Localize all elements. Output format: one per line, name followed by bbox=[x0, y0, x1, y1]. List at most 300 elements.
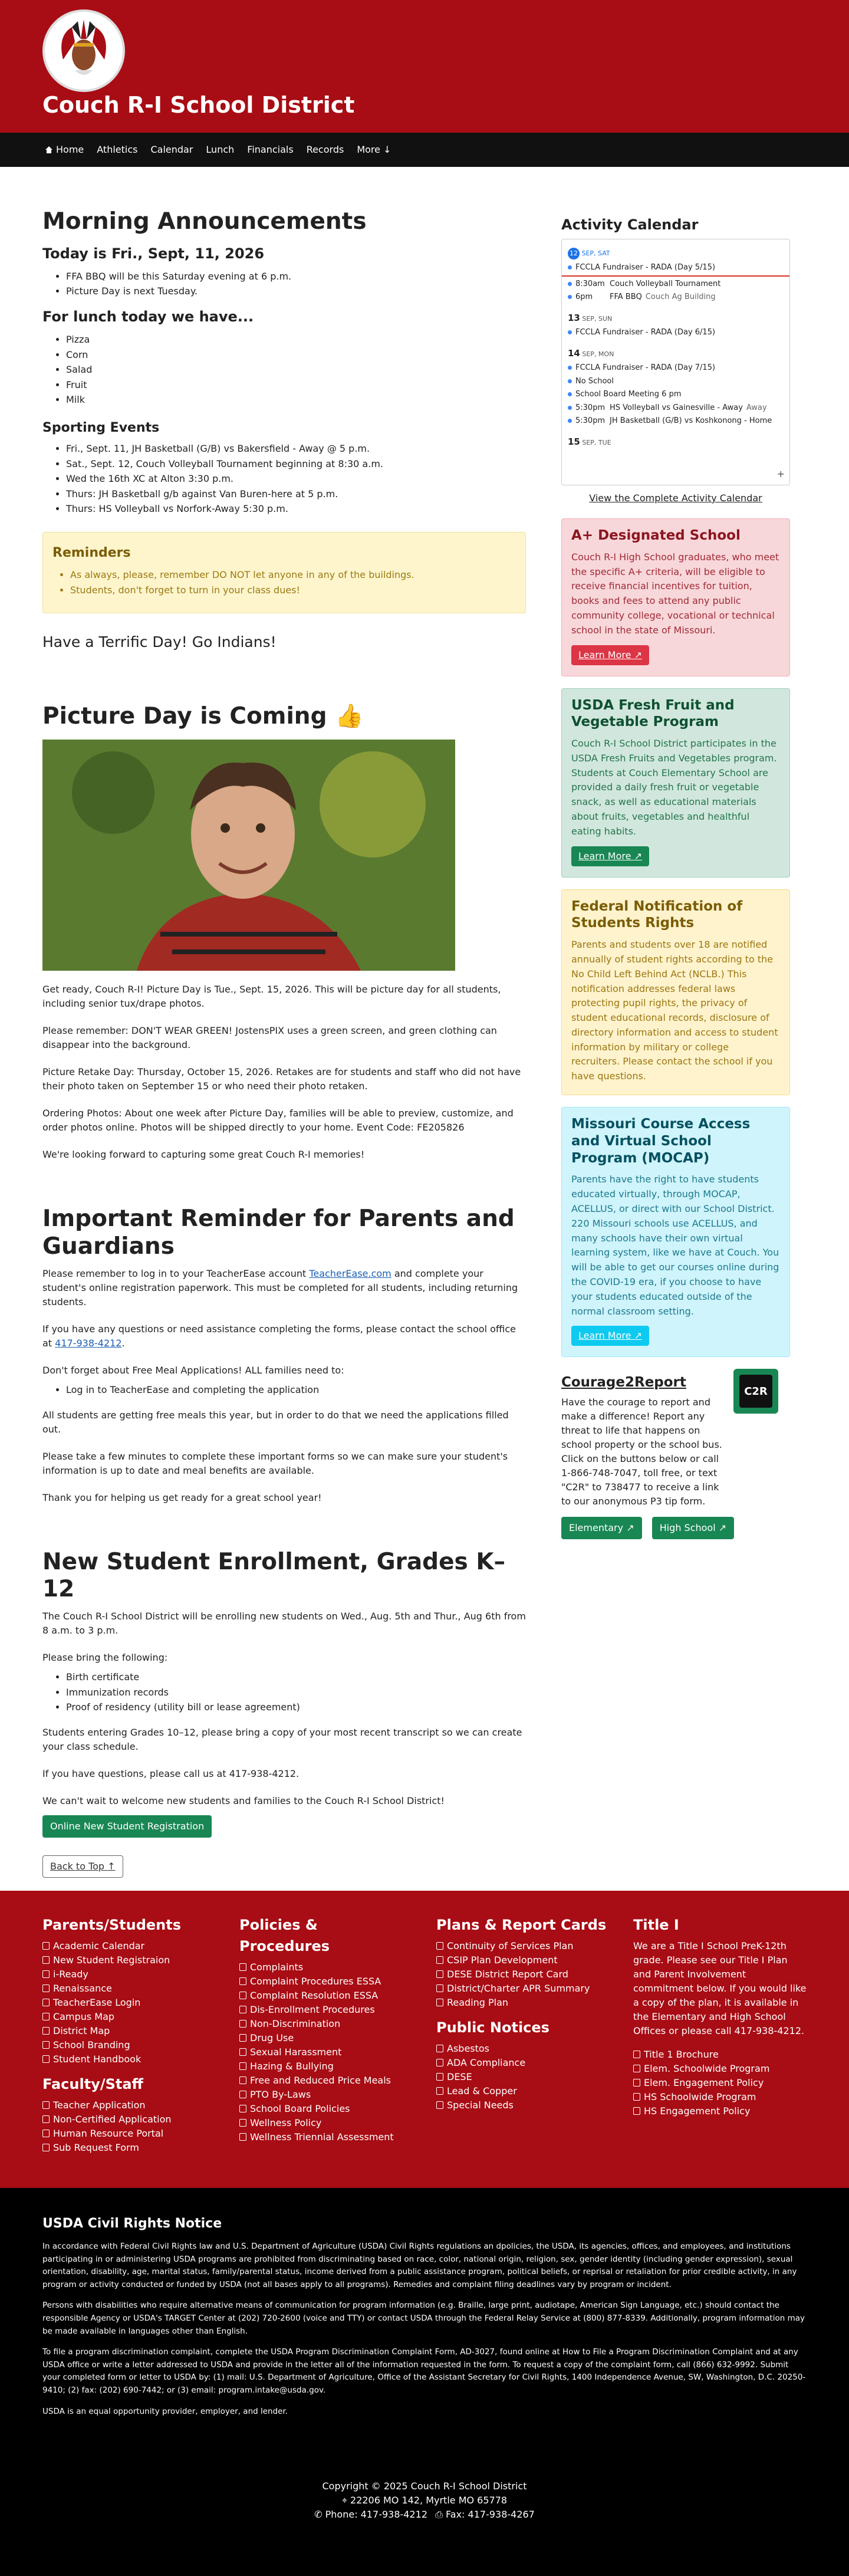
reminders-box bbox=[42, 532, 526, 613]
event-location: Couch Ag Building bbox=[645, 293, 716, 301]
link-label: Free and Reduced Price Meals bbox=[250, 2074, 391, 2086]
footer-link[interactable] bbox=[239, 2088, 413, 2102]
calendar-day bbox=[568, 435, 784, 449]
footer-link[interactable] bbox=[436, 1982, 610, 1996]
phone-link[interactable]: 417-938-4212 bbox=[55, 1338, 122, 1349]
footer-link[interactable] bbox=[436, 2056, 610, 2070]
aplus-card bbox=[561, 518, 790, 676]
link-label: Human Resource Portal bbox=[53, 2127, 164, 2139]
link-label: Elem. Schoolwide Program bbox=[644, 2062, 770, 2074]
footer-col-parents bbox=[42, 1914, 216, 2162]
c2r-elementary-button[interactable] bbox=[561, 1517, 642, 1539]
event-dot-icon bbox=[568, 295, 572, 299]
footer-link[interactable] bbox=[239, 2045, 413, 2059]
rights-title: Federal Notification of Students Rights bbox=[571, 898, 743, 931]
footer-link[interactable] bbox=[239, 2074, 413, 2088]
footer-heading: Parents/Students bbox=[42, 1916, 182, 1933]
event-text: FFA BBQ bbox=[610, 293, 642, 301]
file-icon bbox=[436, 2101, 443, 2109]
lunch-list bbox=[66, 332, 526, 408]
event-location: Away bbox=[746, 403, 767, 412]
bring-list bbox=[66, 1670, 526, 1715]
external-link-icon: ↗ bbox=[626, 1522, 634, 1533]
rights-card bbox=[561, 889, 790, 1095]
footer-col-policies bbox=[239, 1914, 413, 2162]
phone-text[interactable]: Phone: 417-938-4212 bbox=[325, 2509, 428, 2521]
link-label: District/Charter APR Summary bbox=[447, 1982, 590, 1994]
footer-heading: Plans & Report Cards bbox=[436, 1916, 607, 1933]
day-number: 12 bbox=[568, 248, 580, 259]
usda-p4: USDA is an equal opportunity provider, employer, and lender. bbox=[42, 2406, 288, 2416]
file-icon bbox=[436, 1984, 443, 1992]
list-item: • Pizza bbox=[66, 332, 526, 347]
file-icon bbox=[239, 2119, 246, 2127]
event-dot-icon bbox=[568, 366, 572, 370]
footer-link[interactable] bbox=[42, 1967, 216, 1982]
enrollment-p2: Please bring the following: bbox=[42, 1652, 168, 1664]
current-time-line bbox=[562, 275, 789, 277]
link-label: CSIP Plan Development bbox=[447, 1954, 558, 1966]
picture-day-p2: Please remember: DON'T WEAR GREEN! JostensPIX uses a green screen, and green clothing can disappear into the background. bbox=[42, 1025, 497, 1051]
footer-link[interactable] bbox=[42, 2010, 216, 2024]
picture-day-p5: We're looking forward to capturing some great Couch R-I memories! bbox=[42, 1149, 365, 1161]
title1-links bbox=[633, 2048, 807, 2118]
calendar-event[interactable] bbox=[568, 291, 784, 303]
link-label: Dis-Enrollment Procedures bbox=[250, 2003, 375, 2015]
map-pin-icon: ⌖ bbox=[341, 2495, 347, 2506]
site-footer bbox=[0, 1891, 849, 2188]
file-icon bbox=[42, 2144, 50, 2151]
event-dot-icon bbox=[568, 330, 572, 334]
closing-line: Have a Terrific Day! Go Indians! bbox=[42, 633, 277, 651]
nav-financials[interactable]: Financials bbox=[247, 144, 294, 155]
event-dot-icon bbox=[568, 265, 572, 270]
file-icon bbox=[239, 1963, 246, 1971]
file-icon bbox=[42, 2115, 50, 2123]
list-item: • Picture Day is next Tuesday. bbox=[66, 284, 526, 299]
button-label: Learn More bbox=[578, 850, 631, 862]
footer-heading: Title I bbox=[633, 1916, 679, 1933]
file-icon bbox=[42, 2027, 50, 2035]
button-label: High School bbox=[659, 1522, 716, 1533]
link-label: Student Handbook bbox=[53, 2053, 142, 2065]
footer-link[interactable] bbox=[436, 1967, 610, 1982]
event-dot-icon bbox=[568, 282, 572, 286]
event-time: 6pm bbox=[575, 293, 593, 301]
external-link-icon: ↗ bbox=[634, 850, 642, 862]
student-photo bbox=[42, 740, 455, 971]
file-icon bbox=[239, 1992, 246, 1999]
link-label: Hazing & Bullying bbox=[250, 2060, 334, 2072]
file-icon bbox=[42, 2101, 50, 2109]
footer-heading: Public Notices bbox=[436, 2019, 549, 2036]
morning-announcements bbox=[42, 208, 526, 653]
file-icon bbox=[42, 2130, 50, 2137]
add-calendar-icon[interactable]: + bbox=[776, 468, 785, 479]
aplus-learn-more-button[interactable] bbox=[571, 645, 649, 665]
calendar-event[interactable] bbox=[568, 327, 784, 339]
parents-reminder-title[interactable]: Important Reminder for Parents and Guardians bbox=[42, 1205, 515, 1260]
link-label: New Student Registraion bbox=[53, 1954, 170, 1966]
parents-reminder-p4: All students are getting free meals this year, but in order to do that we need the applications filled out. bbox=[42, 1409, 509, 1435]
button-label: Back to Top bbox=[50, 1860, 105, 1872]
list-item: • Immunization records bbox=[66, 1685, 526, 1700]
button-label: Learn More bbox=[578, 649, 631, 661]
enrollment-p1: The Couch R-I School District will be enrolling new students on Wed., Aug. 5th and Thur., Aug 6th from 8 a.m. to 3 p.m. bbox=[42, 1611, 526, 1637]
day-label: SEP, SUN bbox=[582, 314, 613, 323]
footer-link[interactable] bbox=[42, 2098, 216, 2112]
footer-link[interactable] bbox=[633, 2104, 807, 2118]
event-text: School Board Meeting 6 pm bbox=[575, 390, 682, 399]
file-icon bbox=[42, 2055, 50, 2063]
external-link-icon: ↗ bbox=[634, 1330, 642, 1342]
link-label: Sub Request Form bbox=[53, 2141, 139, 2153]
fax-text: Fax: 417-938-4267 bbox=[446, 2509, 535, 2521]
enrollment-p5: We can't wait to welcome new students and families to the Couch R-I School District! bbox=[42, 1795, 445, 1806]
footer-link[interactable] bbox=[239, 2102, 413, 2116]
footer-heading: Policies & Procedures bbox=[239, 1916, 330, 1954]
phone-icon: ✆ bbox=[314, 2509, 323, 2521]
mocap-title: Missouri Course Access and Virtual School Program (MOCAP) bbox=[571, 1116, 751, 1166]
sports-heading: Sporting Events bbox=[42, 420, 160, 435]
calendar-event[interactable] bbox=[568, 376, 784, 387]
link-label: District Map bbox=[53, 2025, 110, 2036]
link-label: Continuity of Services Plan bbox=[447, 1940, 574, 1951]
footer-link[interactable] bbox=[436, 1953, 610, 1967]
footer-link[interactable] bbox=[42, 1939, 216, 1953]
list-item: • As always, please, remember DO NOT let anyone in any of the buildings. bbox=[70, 567, 516, 583]
indian-head-logo-icon bbox=[51, 18, 116, 83]
aplus-title: A+ Designated School bbox=[571, 528, 741, 543]
usda-p3: To file a program discrimination complaint, complete the USDA Program Discrimination Complaint Form, AD-3027, found online at How to File a Program Discrimination Complaint and at any USDA office or write a letter addressed to USDA and provide in the letter all of the information requested in the form. To request a copy of the complaint form, call (866) 632-9992. Submit your completed form or letter to USDA by: (1) mail: U.S. Department of Agriculture, Office of the Assistant Secretary for Civil Rights, 1400 Independence Avenue, SW, Washington, D.C. 20250-9410; (2) fax: (202) 690-7442; or (3) email: program.intake@usda.gov. bbox=[42, 2347, 806, 2395]
file-icon bbox=[436, 1942, 443, 1950]
nav-records[interactable]: Records bbox=[306, 144, 344, 155]
file-icon bbox=[42, 1942, 50, 1950]
file-icon bbox=[42, 1970, 50, 1978]
footer-link[interactable] bbox=[42, 2141, 216, 2155]
link-label: Wellness Triennial Assessment bbox=[250, 2131, 394, 2143]
link-label: Reading Plan bbox=[447, 1996, 509, 2008]
nav-athletics[interactable]: Athletics bbox=[97, 144, 138, 155]
nav-calendar[interactable]: Calendar bbox=[150, 144, 193, 155]
external-link-icon: ↗ bbox=[634, 649, 642, 661]
file-icon bbox=[239, 2076, 246, 2084]
meal-steps-list bbox=[66, 1382, 526, 1398]
footer-link[interactable] bbox=[239, 1960, 413, 1974]
list-item: • Birth certificate bbox=[66, 1670, 526, 1685]
footer-link[interactable] bbox=[436, 2098, 610, 2112]
event-text: FCCLA Fundraiser - RADA (Day 7/15) bbox=[575, 363, 716, 372]
calendar-widget[interactable] bbox=[561, 239, 790, 485]
parents-reminder-p6: Thank you for helping us get ready for a great school year! bbox=[42, 1491, 322, 1503]
link-label: TeacherEase Login bbox=[53, 1996, 141, 2008]
usda-p1: In accordance with Federal Civil Rights law and U.S. Department of Agriculture (USDA) Civil Rights regulations an dpolicies, the USDA, its agencies, offices, and employees, and institutions participating in or administering USDA programs are prohibited from discriminating based on race, color, national origin, religion, sex, gender identity (including gender expression), sexual orientation, disability, age, marital status, family/parental status, income derived from a public assistance program, political beliefs, or reprisal or retaliation for prior credible activity, in any program or activity conducted or funded by USDA (not all bases apply to all programs). Remedies and complaint filing deadlines vary by program or incident. bbox=[42, 2241, 797, 2289]
calendar-event[interactable] bbox=[568, 362, 784, 374]
file-icon bbox=[239, 2062, 246, 2070]
footer-link[interactable] bbox=[633, 2048, 807, 2062]
file-icon bbox=[239, 2034, 246, 2042]
link-label: Wellness Policy bbox=[250, 2117, 322, 2128]
enrollment-post bbox=[42, 1549, 526, 1838]
online-registration-button[interactable]: Online New Student Registration bbox=[42, 1815, 212, 1838]
link-label: Academic Calendar bbox=[53, 1940, 145, 1951]
file-icon bbox=[633, 2093, 640, 2101]
footer-link[interactable] bbox=[42, 1982, 216, 1996]
arrow-down-icon: ↓ bbox=[383, 144, 391, 155]
policies-links bbox=[239, 1960, 413, 2144]
contact-line bbox=[0, 2508, 849, 2522]
link-label: Title 1 Brochure bbox=[644, 2048, 719, 2060]
calendar-event[interactable] bbox=[568, 415, 784, 427]
usda-p2: Persons with disabilities who require alternative means of communication for program information (e.g. Braille, large print, audiotape, American Sign Language, etc.) should contact the responsible Agency or USDA's TARGET Center at (202) 720-2600 (voice and TTY) or contact USDA through the Federal Relay Service at (800) 877-8339. Additionally, program information may be made available in languages other than English. bbox=[42, 2301, 805, 2336]
c2r-logo[interactable] bbox=[733, 1369, 778, 1414]
list-item: • Log in to TeacherEase and completing the application bbox=[66, 1382, 526, 1398]
main-content bbox=[42, 167, 526, 1838]
rights-text: Parents and students over 18 are notified annually of student rights according to the No Child Left Behind Act (NCLB.) This notification addresses federal laws protecting pupil rights, the privacy of student educational records, disclosure of directory information and access to student information by military or college recruiters. Please contact the school if you have questions. bbox=[571, 939, 778, 1082]
footer-link[interactable] bbox=[239, 2003, 413, 2017]
event-dot-icon bbox=[568, 419, 572, 423]
file-icon bbox=[436, 1970, 443, 1978]
calendar-event[interactable] bbox=[568, 402, 784, 414]
picture-day-p1: Get ready, Couch R-I! Picture Day is Tue., Sept. 15, 2026. This will be picture day for all students, including senior tux/drape photos. bbox=[42, 984, 501, 1010]
event-text: HS Volleyball vs Gainesville - Away bbox=[610, 403, 743, 412]
footer-link[interactable] bbox=[436, 2070, 610, 2084]
footer-link[interactable] bbox=[239, 2059, 413, 2074]
fruit-title: USDA Fresh Fruit and Vegetable Program bbox=[571, 697, 735, 730]
link-label: Complaint Procedures ESSA bbox=[250, 1975, 381, 1987]
footer-link[interactable] bbox=[633, 2076, 807, 2090]
nav-home[interactable] bbox=[45, 143, 84, 157]
parents-reminder-p2 bbox=[42, 1322, 526, 1351]
parents-reminder-post bbox=[42, 1205, 526, 1504]
text: Please remember to log in to your TeacherEase account bbox=[42, 1268, 310, 1279]
footer-link[interactable] bbox=[239, 2116, 413, 2130]
file-icon bbox=[436, 2087, 443, 2095]
link-label: School Board Policies bbox=[250, 2102, 350, 2114]
footer-link[interactable] bbox=[436, 1996, 610, 2010]
file-icon bbox=[239, 2006, 246, 2013]
file-icon bbox=[239, 2133, 246, 2141]
fax-icon: ⎙ bbox=[435, 2509, 443, 2521]
footer-link[interactable] bbox=[239, 1989, 413, 2003]
link-label: Complaint Resolution ESSA bbox=[250, 1989, 379, 2001]
reminders-list bbox=[70, 567, 516, 597]
link-label: Non-Certified Application bbox=[53, 2113, 172, 2125]
footer-link[interactable] bbox=[436, 2042, 610, 2056]
today-list bbox=[66, 269, 526, 299]
teacherease-link[interactable]: TeacherEase.com bbox=[309, 1268, 391, 1279]
list-item: • Students, don't forget to turn in your class dues! bbox=[70, 583, 516, 598]
list-item: • Corn bbox=[66, 347, 526, 363]
footer-link[interactable] bbox=[42, 2052, 216, 2066]
nav-lunch[interactable]: Lunch bbox=[206, 144, 235, 155]
address-text: 22206 MO 142, Myrtle MO 65778 bbox=[350, 2495, 508, 2506]
footer-link[interactable] bbox=[633, 2090, 807, 2104]
c2r-title[interactable]: Courage2Report bbox=[561, 1375, 686, 1391]
mocap-learn-more-button[interactable] bbox=[571, 1326, 649, 1346]
file-icon bbox=[436, 2059, 443, 2066]
aplus-text: Couch R-I High School graduates, who meet the specific A+ criteria, will be eligible to receive financial incentives for tuition, books and fees to attend any public community college, vocational or technical school in the state of Missouri. bbox=[571, 551, 779, 636]
footer-col-title1 bbox=[633, 1914, 807, 2162]
list-item: • Thurs: HS Volleyball vs Norfork-Away 5:30 p.m. bbox=[66, 501, 526, 517]
usda-notice bbox=[0, 2188, 849, 2450]
button-label: Elementary bbox=[569, 1522, 624, 1533]
announcements-title[interactable]: Morning Announcements bbox=[42, 208, 367, 235]
file-icon bbox=[633, 2051, 640, 2058]
day-number: 13 bbox=[568, 312, 580, 323]
file-icon bbox=[633, 2079, 640, 2087]
file-icon bbox=[42, 2041, 50, 2049]
calendar-event[interactable] bbox=[568, 278, 784, 290]
link-label: DESE bbox=[447, 2071, 472, 2082]
footer-link[interactable] bbox=[239, 2130, 413, 2144]
calendar-day bbox=[568, 248, 784, 259]
day-number: 15 bbox=[568, 436, 580, 447]
link-label: Special Needs bbox=[447, 2099, 514, 2111]
title1-text: We are a Title I School PreK-12th grade. Please see our Title I Plan and Parent Involvement commitment below. If you would like a copy of the plan, it is available in the Elementary and High School Offices or please call 417-938-4212. bbox=[633, 1940, 807, 2036]
notices-links bbox=[436, 2042, 610, 2112]
link-label: PTO By-Laws bbox=[250, 2088, 311, 2100]
file-icon bbox=[42, 1956, 50, 1964]
link-label: Asbestos bbox=[447, 2042, 490, 2054]
boy-portrait-image bbox=[42, 740, 455, 971]
footer-link[interactable] bbox=[436, 2084, 610, 2098]
file-icon bbox=[436, 1999, 443, 2006]
link-label: Sexual Harassment bbox=[250, 2046, 342, 2058]
file-icon bbox=[239, 1977, 246, 1985]
text: and complete your student's online registration paperwork. This must be completed for all students, including returning students. bbox=[42, 1268, 518, 1307]
picture-day-title[interactable]: Picture Day is Coming 👍 bbox=[42, 702, 364, 730]
usda-title: USDA Civil Rights Notice bbox=[42, 2216, 222, 2231]
address-line bbox=[0, 2493, 849, 2508]
link-label: Teacher Application bbox=[53, 2099, 146, 2111]
list-item: • Sat., Sept. 12, Couch Volleyball Tournament beginning at 8:30 a.m. bbox=[66, 456, 526, 472]
footer-link[interactable] bbox=[239, 2017, 413, 2031]
list-item: • FFA BBQ will be this Saturday evening at 6 p.m. bbox=[66, 269, 526, 284]
button-label: Learn More bbox=[578, 1330, 631, 1342]
list-item: • Milk bbox=[66, 392, 526, 408]
nav-home-label: Home bbox=[56, 144, 84, 155]
c2r-highschool-button[interactable] bbox=[652, 1517, 734, 1539]
event-dot-icon bbox=[568, 392, 572, 396]
calendar-day bbox=[568, 311, 784, 325]
footer-link[interactable] bbox=[42, 2127, 216, 2141]
link-label: Elem. Engagement Policy bbox=[644, 2076, 764, 2088]
sidebar bbox=[561, 167, 790, 1838]
event-text: FCCLA Fundraiser - RADA (Day 5/15) bbox=[575, 263, 716, 272]
list-item: • Salad bbox=[66, 362, 526, 377]
footer-link[interactable] bbox=[633, 2062, 807, 2076]
link-label: Campus Map bbox=[53, 2010, 115, 2022]
link-label: Drug Use bbox=[250, 2032, 294, 2043]
enrollment-p4: If you have questions, please call us at 417-938-4212. bbox=[42, 1767, 300, 1779]
link-label: ADA Compliance bbox=[447, 2056, 526, 2068]
mocap-text: Parents have the right to have students educated virtually, through MOCAP, ACELLUS, or direct with our School District. 220 Missouri schools use ACELLUS, and many schools have their own virtual learning system, like we have at Couch. You will be able to get our courses online during the COVID-19 era, if you choose to have your students educated outside of the normal classroom setting. bbox=[571, 1174, 779, 1317]
text: If you have any questions or need assistance completing the forms, please contact the school office at bbox=[42, 1323, 516, 1349]
footer-link[interactable] bbox=[239, 2031, 413, 2045]
event-time: 8:30am bbox=[575, 279, 605, 288]
link-label: HS Schoolwide Program bbox=[644, 2091, 756, 2102]
district-logo[interactable] bbox=[42, 9, 125, 92]
site-header bbox=[0, 0, 849, 133]
event-dot-icon bbox=[568, 406, 572, 410]
footer-link[interactable] bbox=[42, 1996, 216, 2010]
event-text: Couch Volleyball Tournament bbox=[610, 279, 721, 288]
text: . bbox=[121, 1338, 125, 1349]
file-icon bbox=[239, 2048, 246, 2056]
view-calendar-link[interactable]: View the Complete Activity Calendar bbox=[589, 492, 762, 504]
file-icon bbox=[436, 2045, 443, 2052]
parents-links bbox=[42, 1939, 216, 2066]
plans-links bbox=[436, 1939, 610, 2010]
footer-link[interactable] bbox=[239, 1974, 413, 1989]
courage2report bbox=[561, 1369, 790, 1539]
calendar-event[interactable] bbox=[568, 389, 784, 400]
c2r-text: Have the courage to report and make a difference! Report any threat to life that happens on school property or the school bus. Click on the buttons below or call 1-866-748-7047, toll free, or text "C2R" to 738477 to receive a link to our anonymous P3 tip form. bbox=[561, 1396, 722, 1507]
link-label: Complaints bbox=[250, 1961, 304, 1973]
day-label: SEP, TUE bbox=[582, 438, 611, 446]
list-item: • Fruit bbox=[66, 377, 526, 393]
nav-more-label: More bbox=[357, 144, 380, 155]
footer-link[interactable] bbox=[42, 2112, 216, 2127]
fruit-text: Couch R-I School District participates in the USDA Fresh Fruits and Vegetables program. Students at Couch Elementary School are provided a daily fresh fruit or vegetable snack, as well as educational materials about fruits, vegetables and healthful eating habits. bbox=[571, 738, 777, 837]
footer-link[interactable] bbox=[42, 2038, 216, 2052]
fruit-card bbox=[561, 688, 790, 878]
home-icon bbox=[45, 146, 53, 154]
file-icon bbox=[239, 2020, 246, 2028]
link-label: i-Ready bbox=[53, 1968, 88, 1980]
event-time: 5:30pm bbox=[575, 416, 606, 425]
lunch-heading: For lunch today we have... bbox=[42, 308, 254, 325]
main-nav bbox=[0, 133, 849, 167]
link-label: Lead & Copper bbox=[447, 2085, 517, 2097]
footer-link[interactable] bbox=[42, 2024, 216, 2038]
back-to-top-button[interactable] bbox=[42, 1855, 123, 1878]
arrow-up-icon: ↑ bbox=[107, 1860, 116, 1872]
calendar-title: Activity Calendar bbox=[561, 216, 699, 233]
event-text: FCCLA Fundraiser - RADA (Day 6/15) bbox=[575, 328, 716, 337]
file-icon bbox=[239, 2091, 246, 2098]
enrollment-title[interactable]: New Student Enrollment, Grades K–12 bbox=[42, 1548, 506, 1603]
file-icon bbox=[436, 1956, 443, 1964]
reminders-title: Reminders bbox=[52, 545, 131, 560]
parents-reminder-p5: Please take a few minutes to complete these important forms so we can make sure your student's information is up to date and meal benefits are available. bbox=[42, 1450, 508, 1476]
file-icon bbox=[436, 2073, 443, 2081]
link-label: DESE District Report Card bbox=[447, 1968, 568, 1980]
sports-list bbox=[66, 441, 526, 517]
list-item: • Proof of residency (utility bill or lease agreement) bbox=[66, 1700, 526, 1715]
picture-day-p4: Ordering Photos: About one week after Picture Day, families will be able to preview, customize, and order photos online. Photos will be shipped directly to your home. Event Code: FE205826 bbox=[42, 1108, 514, 1133]
parents-reminder-p3: Don't forget about Free Meal Applications! ALL families need to: bbox=[42, 1365, 344, 1376]
event-dot-icon bbox=[568, 379, 572, 383]
footer-heading: Faculty/Staff bbox=[42, 2075, 143, 2092]
calendar-event[interactable] bbox=[568, 262, 784, 274]
today-heading: Today is Fri., Sept, 11, 2026 bbox=[42, 245, 265, 262]
day-number: 14 bbox=[568, 347, 580, 359]
footer-link[interactable] bbox=[436, 1939, 610, 1953]
file-icon bbox=[633, 2065, 640, 2072]
fruit-learn-more-button[interactable] bbox=[571, 846, 649, 866]
day-label: SEP, MON bbox=[582, 350, 614, 358]
link-label: School Branding bbox=[53, 2039, 130, 2051]
enrollment-p3: Students entering Grades 10–12, please bring a copy of your most recent transcript so we can create your class schedule. bbox=[42, 1726, 522, 1752]
day-label: SEP, SAT bbox=[581, 249, 610, 257]
nav-more[interactable] bbox=[357, 143, 391, 157]
picture-day-p3: Picture Retake Day: Thursday, October 15, 2026. Retakes are for students and staff who did not have their photo taken on September 15 or who need their photo retaken. bbox=[42, 1066, 521, 1092]
file-icon bbox=[42, 1999, 50, 2006]
site-title[interactable]: Couch R-I School District bbox=[42, 92, 355, 118]
footer-link[interactable] bbox=[42, 1953, 216, 1967]
